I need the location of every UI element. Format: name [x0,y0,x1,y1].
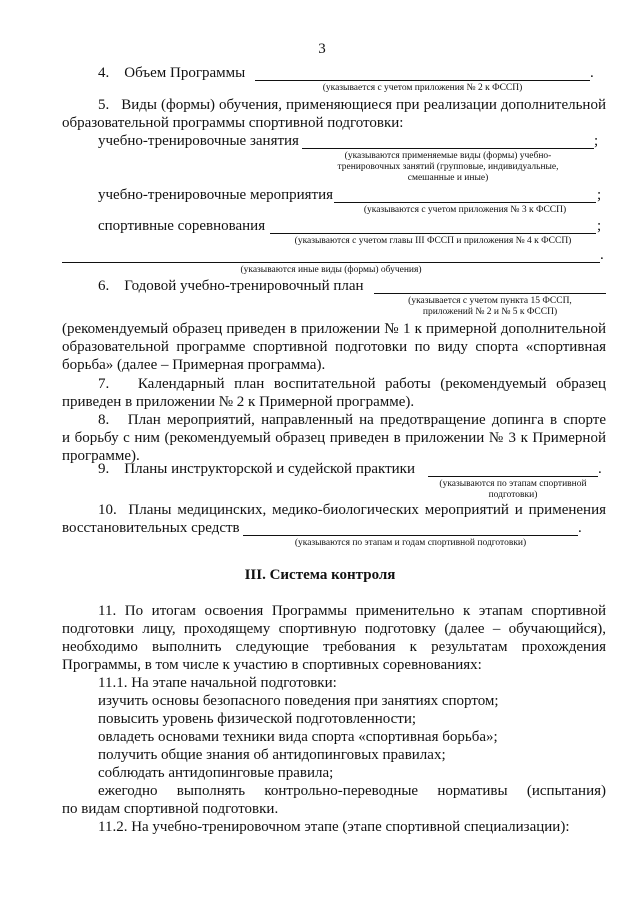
training-events-label: учебно-тренировочные мероприятия [98,187,334,203]
para-11-line-2: подготовки лицу, проходящему спортивную подготовку (далее – обучающийся), [62,621,606,637]
item-4-blank-line [255,80,590,81]
item-7-line-1: 7. Календарный план воспитательной работы (рекомендуемый образец [98,376,606,392]
section-3-heading: III. Система контроля [244,567,396,583]
item-6-label: 6. Годовой учебно-тренировочный план [98,278,364,294]
bullet-3: овладеть основами техники вида спорта «спортивная борьба»; [98,729,498,745]
training-events-note: (указываются с учетом приложения № 3 к ФССП) [363,205,567,215]
item-6-line-3: образовательной программе спортивной подготовки по виду спорта «спортивная [62,339,606,355]
bullet-2: повысить уровень физической подготовленности; [98,711,417,727]
item-6-line-2: (рекомендуемый образец приведен в приложении № 1 к примерной дополнительной [62,321,606,337]
competitions-note: (указываются с учетом главы III ФССП и приложения № 4 к ФССП) [294,236,572,246]
item-5-line-1: 5. Виды (формы) обучения, применяющиеся при реализации дополнительной [98,97,606,113]
other-forms-dot: . [600,247,604,263]
competitions-blank-line [270,233,596,234]
bullet-4: получить общие знания об антидопинговых правилах; [98,747,446,763]
item-7-line-2: приведен в приложении № 2 к Примерной программе). [62,394,415,410]
para-11-1: 11.1. На этапе начальной подготовки: [98,675,337,691]
bullet-6-line-1: ежегодно выполнять контрольно-переводные нормативы (испытания) [98,783,606,799]
item-6-blank-line [374,293,606,294]
item-4-label: 4. Объем Программы [98,65,246,81]
competitions-semicolon: ; [597,218,602,234]
other-forms-blank-line [62,262,600,263]
training-events-semicolon: ; [597,187,602,203]
training-sessions-blank-line [302,148,594,149]
training-sessions-label: учебно-тренировочные занятия [98,133,299,149]
item-6-note-1: (указывается с учетом пункта 15 ФССП, [408,296,572,306]
bullet-1: изучить основы безопасного поведения при занятиях спортом; [98,693,499,709]
training-events-blank-line [334,202,596,203]
para-11-line-1: 11. По итогам освоения Программы применительно к этапам спортивной [98,603,606,619]
training-sessions-note-2: тренировочных занятий (групповые, индивидуальные, [337,162,559,172]
item-6-note-2: приложений № 2 и № 5 к ФССП) [422,307,558,317]
para-11-2: 11.2. На учебно-тренировочном этапе (этапе спортивной специализации): [98,819,570,835]
item-4-dot: . [590,65,594,81]
item-8-line-3: программе). [62,448,140,464]
item-5-line-2: образовательной программы спортивной подготовки: [62,115,404,131]
item-9-note-2: подготовки) [488,490,538,500]
training-sessions-note-1: (указываются применяемые виды (формы) учебно- [344,151,552,161]
item-10-line-1: 10. Планы медицинских, медико-биологических мероприятий и применения [98,502,606,518]
training-sessions-note-3: смешанные и иные) [407,173,489,183]
para-11-line-4: Программы, в том числе к участию в спортивных соревнованиях: [62,657,482,673]
item-10-note: (указываются по этапам и годам спортивной подготовки) [294,538,527,548]
para-11-line-3: необходимо выполнить следующие требования к результатам прохождения [62,639,606,655]
training-sessions-semicolon: ; [594,133,599,149]
item-8-line-2: и борьбу с ним (рекомендуемый образец приведен в приложении № 3 к Примерной [62,430,606,446]
item-9-blank-line [428,476,598,477]
bullet-6-line-2: по видам спортивной подготовки. [62,801,279,817]
item-10-dot: . [578,520,582,536]
item-4-note: (указывается с учетом приложения № 2 к ФССП) [322,83,523,93]
bullet-5: соблюдать антидопинговые правила; [98,765,334,781]
item-10-line-2: восстановительных средств [62,520,240,536]
item-8-line-1: 8. План мероприятий, направленный на предотвращение допинга в спорте [98,412,606,428]
competitions-label: спортивные соревнования [98,218,266,234]
item-9-label: 9. Планы инструкторской и судейской практики [98,461,415,477]
other-forms-note: (указываются иные виды (формы) обучения) [240,265,422,275]
item-9-note-1: (указываются по этапам спортивной [439,479,587,489]
item-9-dot: . [598,461,602,477]
page-number: 3 [318,41,326,57]
item-10-blank-line [243,535,578,536]
item-6-line-4: борьба» (далее – Примерная программа). [62,357,326,373]
